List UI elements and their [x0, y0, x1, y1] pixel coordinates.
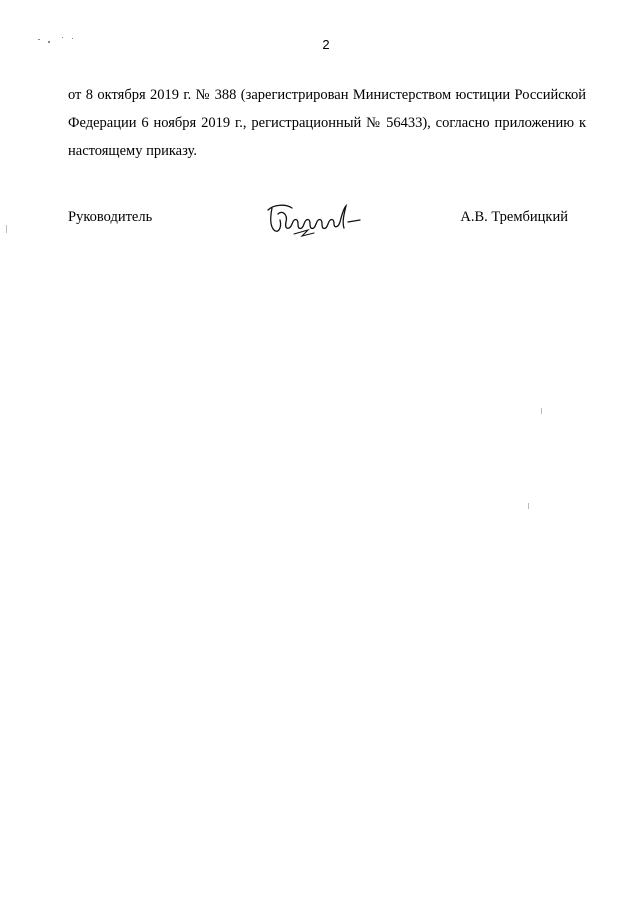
scan-line [6, 225, 7, 233]
signature-block [68, 206, 568, 246]
signer-position: Руководитель [68, 209, 153, 225]
scan-line [541, 408, 542, 414]
handwritten-signature [264, 200, 364, 240]
page-number: 2 [322, 37, 330, 52]
scan-line [528, 503, 529, 509]
signer-name: А.В. Трембицкий [460, 209, 568, 225]
body-paragraph: от 8 октября 2019 г. № 388 (зарегистрирован Министерством юстиции Российской Федерации 6 ноября 2019 г., регистрационный № 56433), согласно приложению к настоящему приказу. [68, 87, 586, 159]
